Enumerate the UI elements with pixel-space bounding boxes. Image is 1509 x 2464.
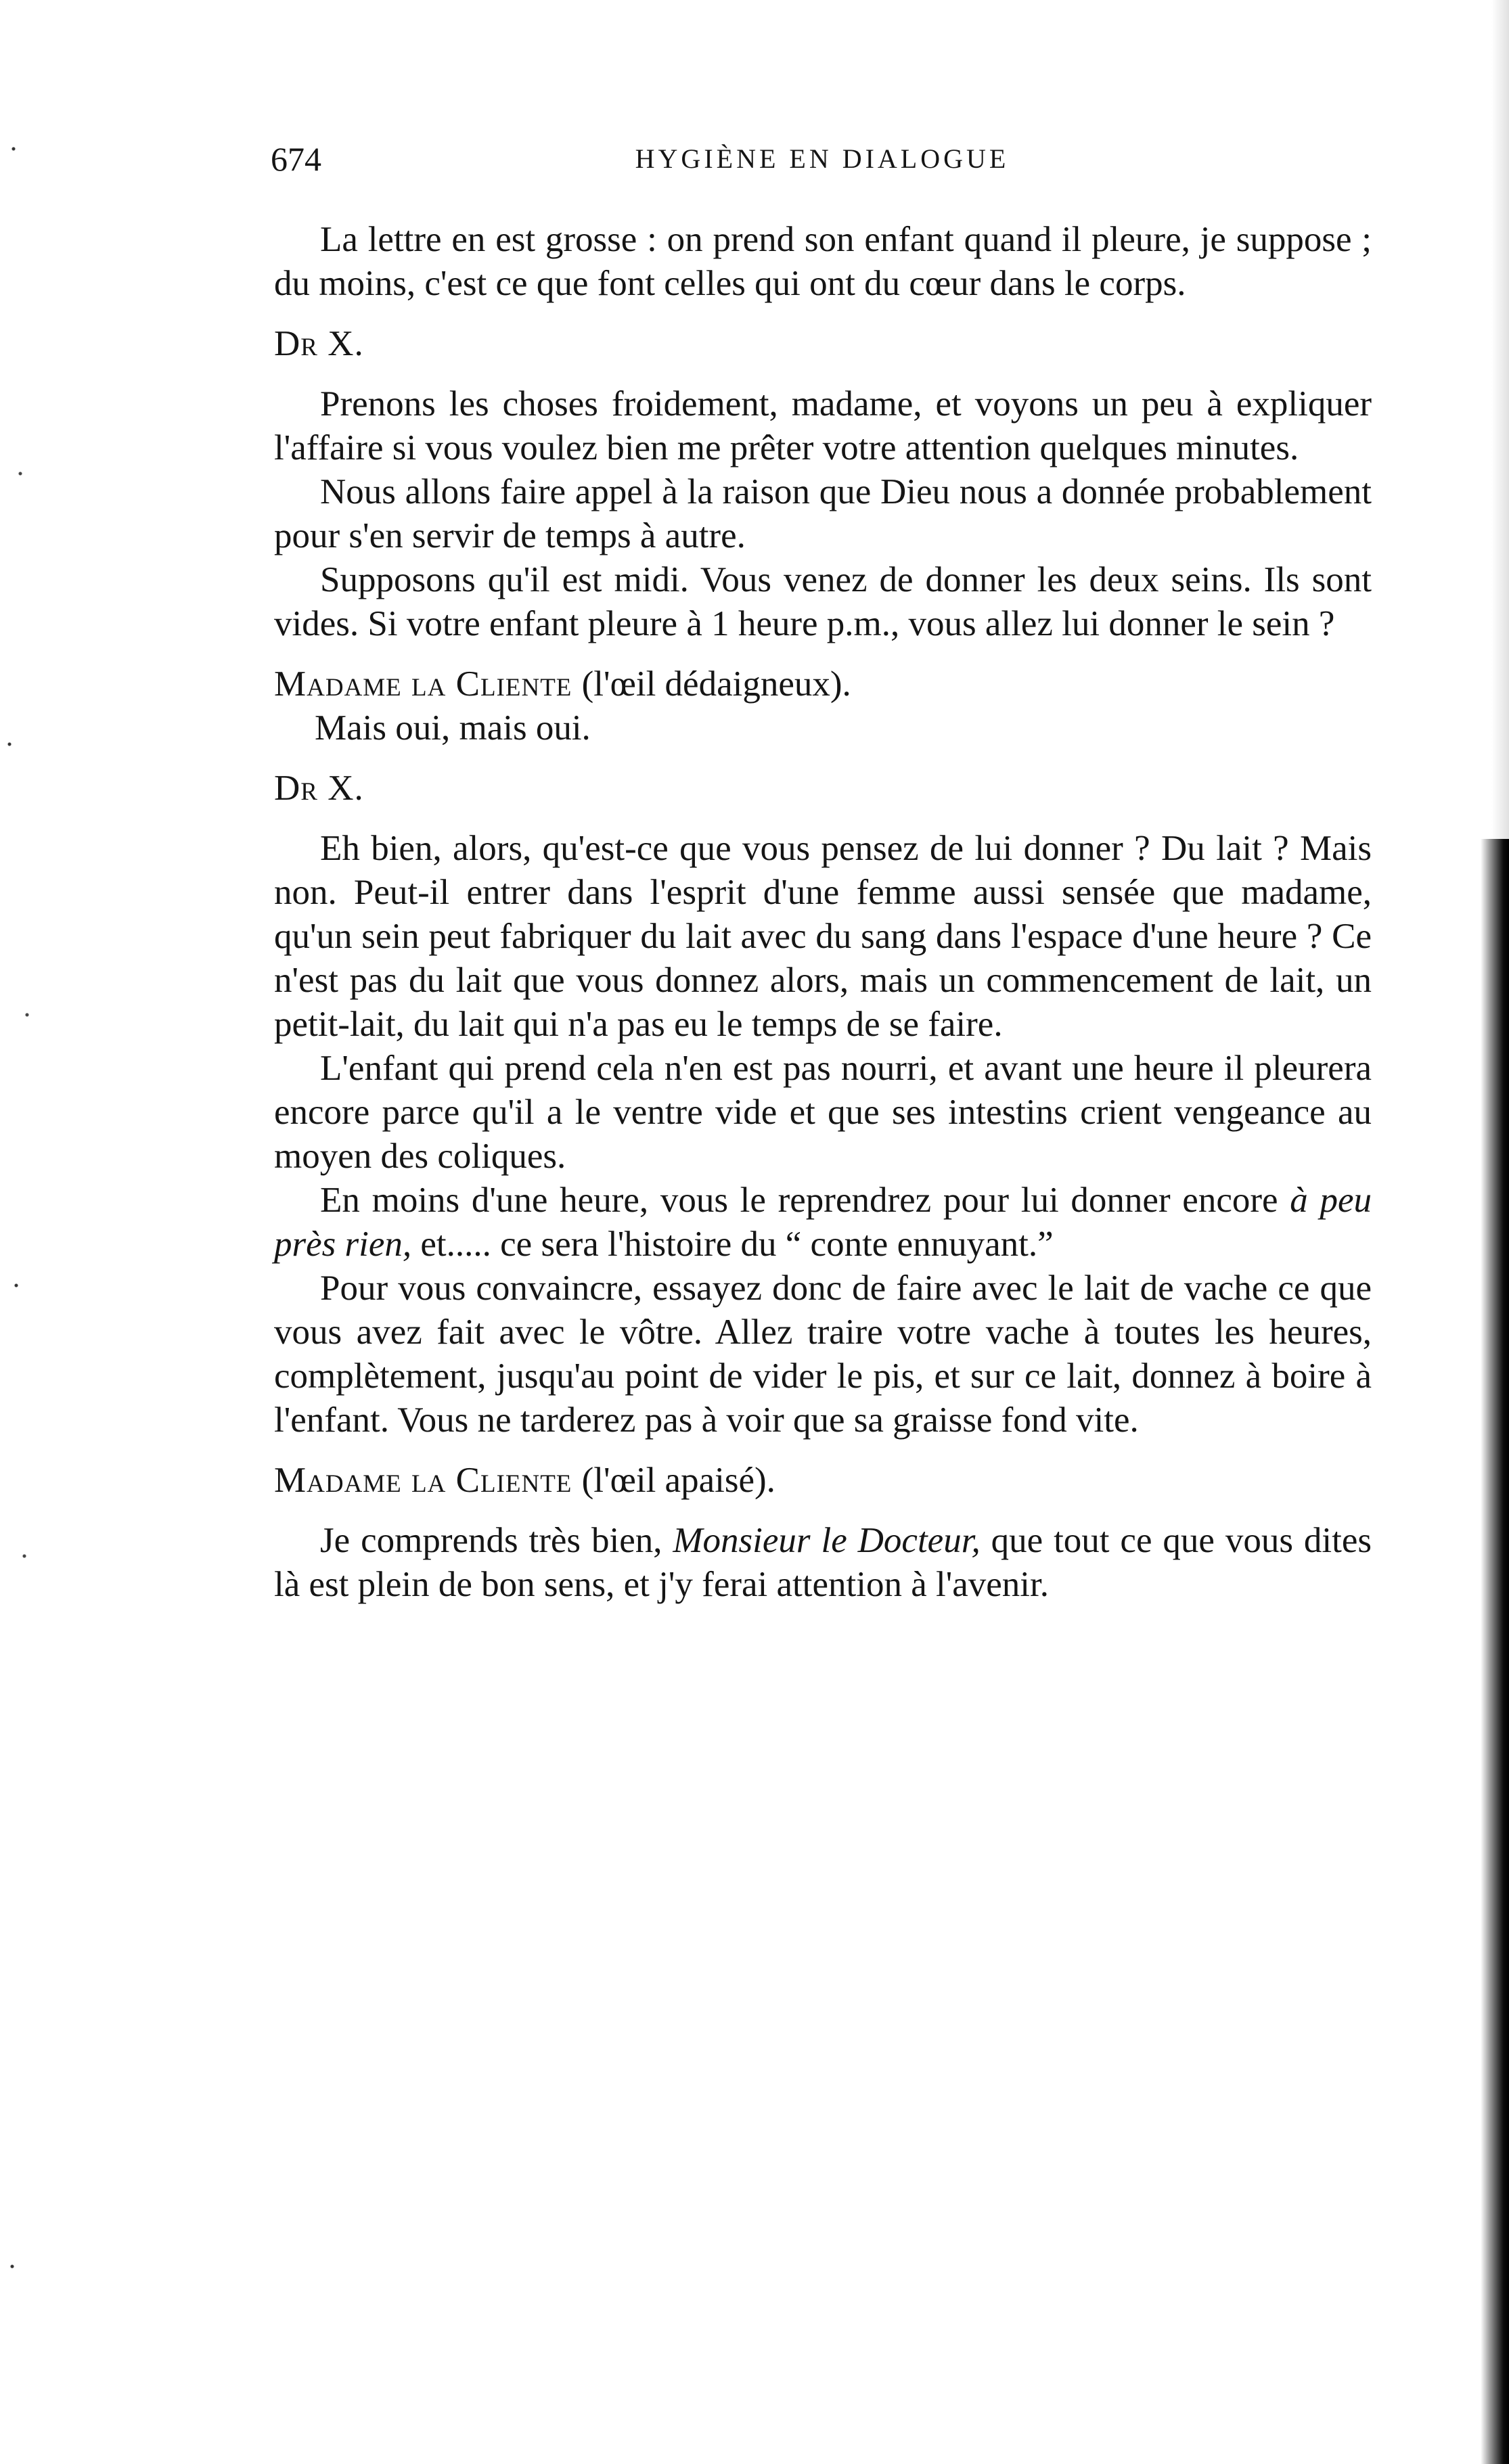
paragraph-7-end: et..... ce sera l'histoire du “ conte ennuyant.” [411, 1225, 1054, 1264]
page-header [271, 135, 1374, 183]
speaker-dr-x-2: Dr X. [274, 769, 364, 808]
paragraph-3: Nous allons faire appel à la raison que Dieu nous a donnée probablement pour s'en servir de temps à autre. [274, 472, 1372, 555]
stage-direction-2: (l'œil apaisé). [581, 1461, 775, 1500]
spacer [274, 306, 1372, 322]
running-title: HYGIÈNE EN DIALOGUE [635, 143, 1010, 174]
scan-edge-right-top [1491, 0, 1509, 839]
speaker-madame-1-name: Madame la Cliente [274, 664, 572, 704]
spacer [274, 750, 1372, 767]
body-text [274, 218, 1372, 1607]
paragraph-7 [274, 1179, 1372, 1267]
paragraph-1: La lettre en est grosse : on prend son enfant quand il pleure, je suppose ; du moins, c'est ce que font celles qui ont du cœur dans le corps. [274, 220, 1372, 303]
speaker-madame-2 [274, 1459, 1372, 1503]
paragraph-9 [274, 1519, 1372, 1607]
reply-madame-1: Mais oui, mais oui. [315, 708, 591, 748]
paragraph-4: Supposons qu'il est midi. Vous venez de donner les deux seins. Ils sont vides. Si votre enfant pleure à 1 heure p.m., vous allez lui donner le sein ? [274, 560, 1372, 643]
paragraph-7-italic: à peu près rien, [274, 1181, 1372, 1264]
page-number: 674 [271, 140, 321, 178]
paragraph-5: Eh bien, alors, qu'est-ce que vous pensez de lui donner ? Du lait ? Mais non. Peut-il entrer dans l'esprit d'une femme aussi sensée que madame, qu'un sein peut fabriquer du lait avec du sang dans l'espace d'une heure ? Ce n'est pas du lait que vous donnez alors, mais un commencement de lait, un petit-lait, du lait qui n'a pas eu le temps de se faire. [274, 829, 1372, 1044]
spacer [274, 646, 1372, 662]
stage-direction-1: (l'œil dédaigneux). [581, 664, 851, 704]
spacer [274, 1442, 1372, 1459]
speaker-madame-1 [274, 662, 1372, 706]
paragraph-8: Pour vous convaincre, essayez donc de faire avec le lait de vache ce que vous avez fait avec le vôtre. Allez traire votre vache à toutes les heures, complètement, jusqu'au point de vider le pis, et sur ce lait, donnez à boire à l'enfant. Vous ne tarderez pas à voir que sa graisse fond vite. [274, 1269, 1372, 1440]
scan-edge-left [0, 0, 41, 2464]
paragraph-9-italic: Monsieur le Docteur, [673, 1521, 981, 1560]
speaker-dr-x-1: Dr X. [274, 324, 364, 363]
spacer [274, 1503, 1372, 1519]
paragraph-6: L'enfant qui prend cela n'en est pas nourri, et avant une heure il pleurera encore parce qu'il a le ventre vide et que ses intestins crient vengeance au moyen des coliques. [274, 1049, 1372, 1176]
paragraph-9-start: Je comprends très bien, [320, 1521, 673, 1560]
scan-edge-right [1481, 839, 1509, 2464]
paragraph-2: Prenons les choses froidement, madame, et voyons un peu à expliquer l'affaire si vous voulez bien me prêter votre attention quelques minutes. [274, 384, 1372, 467]
spacer [274, 366, 1372, 382]
spacer [274, 811, 1372, 827]
paragraph-9-end: que tout ce que vous dites là est plein de bon sens, et j'y ferai attention à l'avenir. [274, 1521, 1372, 1604]
speaker-madame-2-name: Madame la Cliente [274, 1461, 572, 1500]
paragraph-7-start: En moins d'une heure, vous le reprendrez pour lui donner encore [320, 1181, 1290, 1220]
